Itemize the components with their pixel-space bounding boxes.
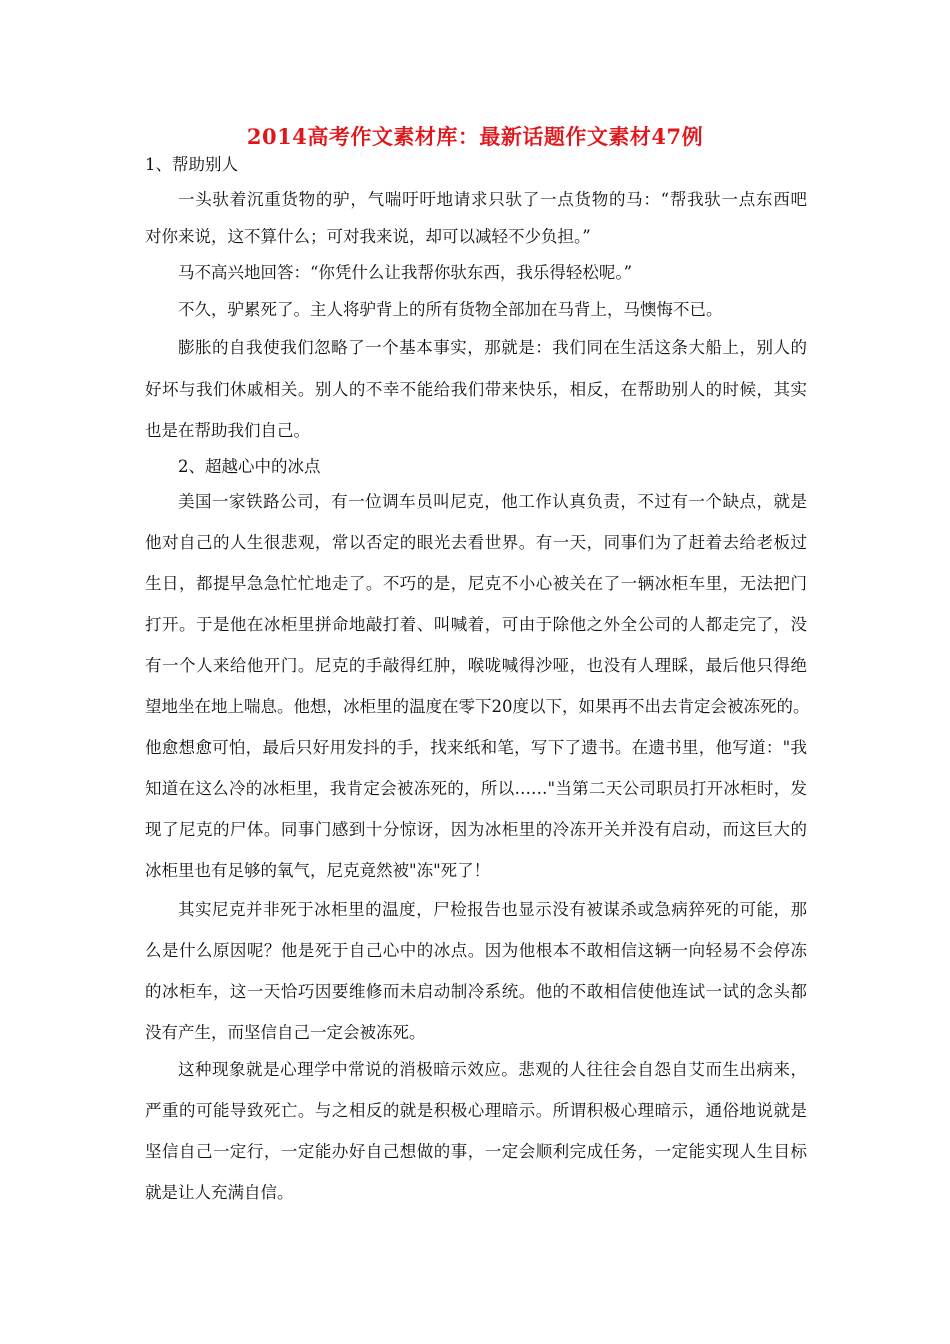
paragraph-line: 坚信自己一定行，一定能办好自己想做的事，一定会顺利完成任务，一定能实现人生目标 <box>145 1142 807 1161</box>
paragraph-line: 马不高兴地回答：“你凭什么让我帮你驮东西，我乐得轻松呢。” <box>178 263 633 282</box>
page-title: 2014高考作文素材库：最新话题作文素材47例 <box>246 124 704 149</box>
paragraph-line: 这种现象就是心理学中常说的消极暗示效应。悲观的人往往会自怨自艾而生出病来， <box>178 1060 807 1079</box>
paragraph-line: 其实尼克并非死于冰柜里的温度，尸检报告也显示没有被谋杀或急病猝死的可能，那 <box>178 900 807 919</box>
paragraph-line: 的冰柜车，这一天恰巧因要维修而未启动制冷系统。他的不敢相信使他连试一试的念头都 <box>145 982 807 1001</box>
paragraph-line: 1、帮助别人 <box>145 155 238 174</box>
paragraph-line: 2、超越心中的冰点 <box>178 457 321 476</box>
paragraph-line: 生日，都提早急急忙忙地走了。不巧的是，尼克不小心被关在了一辆冰柜车里，无法把门 <box>145 574 807 593</box>
paragraph-line: 好坏与我们休戚相关。别人的不幸不能给我们带来快乐，相反，在帮助别人的时候，其实 <box>145 380 807 399</box>
paragraph-line: 打开。于是他在冰柜里拼命地敲打着、叫喊着，可由于除他之外全公司的人都走完了，没 <box>145 615 807 634</box>
paragraph-line: 望地坐在地上喘息。他想，冰柜里的温度在零下20度以下，如果再不出去肯定会被冻死的。 <box>145 697 810 716</box>
paragraph-line: 不久，驴累死了。主人将驴背上的所有货物全部加在马背上，马懊悔不已。 <box>178 300 723 319</box>
paragraph-line: 就是让人充满自信。 <box>145 1183 294 1202</box>
paragraph-line: 没有产生，而坚信自己一定会被冻死。 <box>145 1023 426 1042</box>
paragraph-line: 有一个人来给他开门。尼克的手敲得红肿，喉咙喊得沙哑，也没有人理睬，最后他只得绝 <box>145 656 807 675</box>
paragraph-line: 膨胀的自我使我们忽略了一个基本事实，那就是：我们同在生活这条大船上，别人的 <box>178 338 807 357</box>
paragraph-line: 美国一家铁路公司，有一位调车员叫尼克，他工作认真负责，不过有一个缺点，就是 <box>178 492 807 511</box>
paragraph-line: 么是什么原因呢？他是死于自己心中的冰点。因为他根本不敢相信这辆一向轻易不会停冻 <box>145 941 807 960</box>
paragraph-line: 现了尼克的尸体。同事门感到十分惊讶，因为冰柜里的冷冻开关并没有启动，而这巨大的 <box>145 820 807 839</box>
paragraph-line: 他对自己的人生很悲观，常以否定的眼光去看世界。有一天，同事们为了赶着去给老板过 <box>145 533 807 552</box>
paragraph-line: 对你来说，这不算什么；可对我来说，却可以减轻不少负担。” <box>145 227 591 246</box>
paragraph-line: 严重的可能导致死亡。与之相反的就是积极心理暗示。所谓积极心理暗示，通俗地说就是 <box>145 1101 807 1120</box>
paragraph-line: 知道在这么冷的冰柜里，我肯定会被冻死的，所以……"当第二天公司职员打开冰柜时，发 <box>145 779 807 798</box>
paragraph-line: 一头驮着沉重货物的驴，气喘吁吁地请求只驮了一点货物的马：“帮我驮一点东西吧 <box>178 190 807 209</box>
paragraph-line: 也是在帮助我们自己。 <box>145 421 310 440</box>
paragraph-line: 他愈想愈可怕，最后只好用发抖的手，找来纸和笔，写下了遗书。在遗书里，他写道："我 <box>145 738 807 757</box>
paragraph-line: 冰柜里也有足够的氧气，尼克竟然被"冻"死了！ <box>145 861 491 880</box>
